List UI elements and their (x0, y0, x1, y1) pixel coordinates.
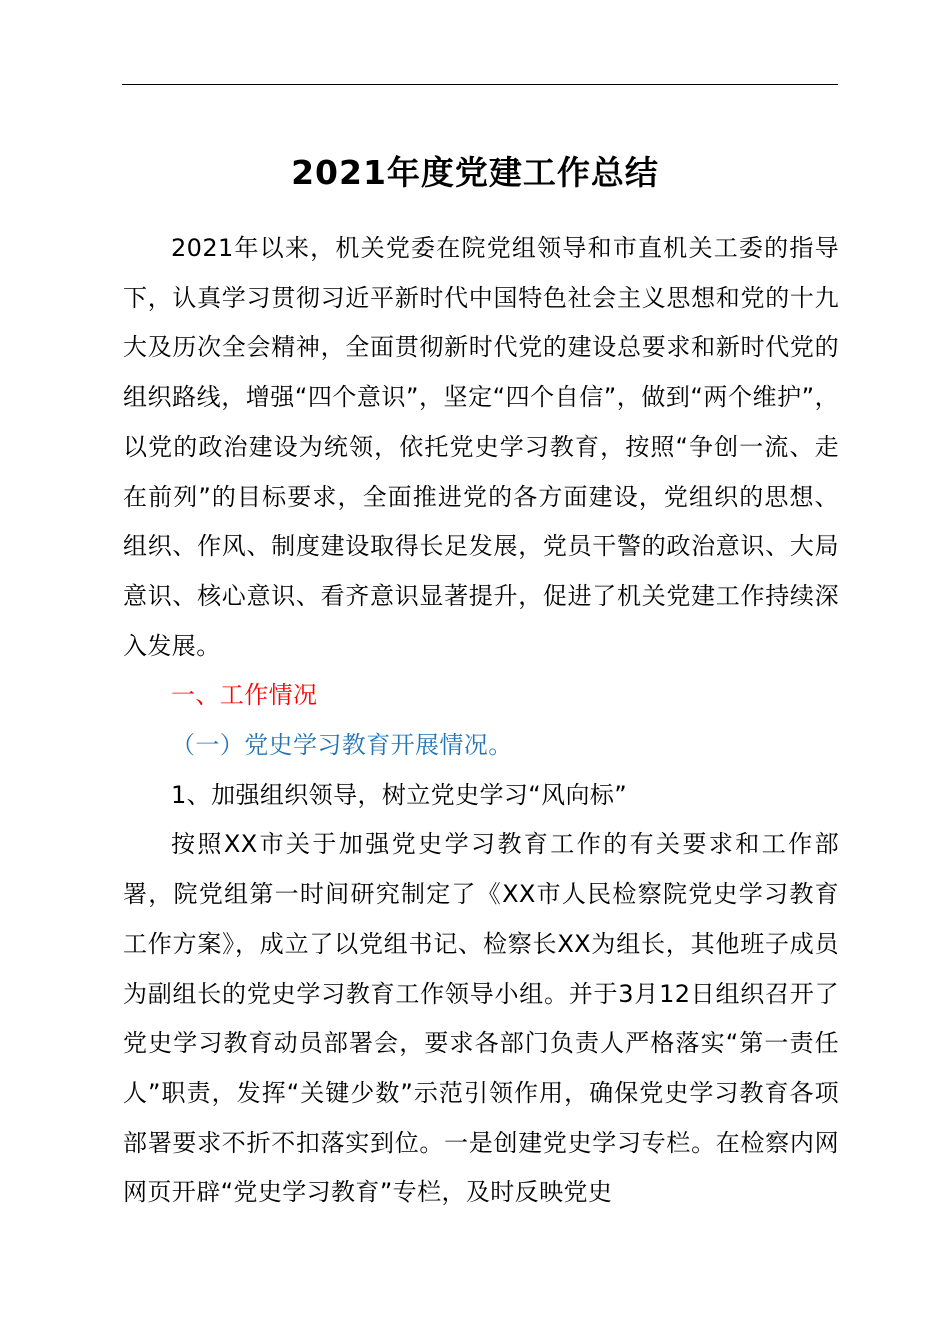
subsection-heading-party-history: （一）党史学习教育开展情况。 (171, 731, 513, 760)
section-heading-work-status: 一、工作情况 (171, 681, 318, 710)
item-heading-organization: 1、加强组织领导，树立党史学习“风向标” (171, 780, 628, 809)
document-body (123, 224, 839, 1218)
header-rule (122, 84, 838, 85)
intro-paragraph: 2021年以来，机关党委在院党组领导和市直机关工委的指导下，认真学习贯彻习近平新时代中国特色社会主义思想和党的十九大及历次全会精神，全面贯彻新时代党的建设总要求和新时代党的组织路线，增强“四个意识”，坚定“四个自信”，做到“两个维护”，以党的政治建设为统领，依托党史学习教育，按照“争创一流、走在前列”的目标要求，全面推进党的各方面建设，党组织的思想、组织、作风、制度建设取得长足发展，党员干警的政治意识、大局意识、核心意识、看齐意识显著提升，促进了机关党建工作持续深入发展。 (123, 234, 840, 660)
document-title: 2021年度党建工作总结 (291, 153, 659, 192)
body-paragraph-deployment: 按照XX市关于加强党史学习教育工作的有关要求和工作部署，院党组第一时间研究制定了《XX市人民检察院党史学习教育工作方案》，成立了以党组书记、检察长XX为组长，其他班子成员为副组长的党史学习教育工作领导小组。并于3月12日组织召开了党史学习教育动员部署会，要求各部门负责人严格落实“第一责任人”职责，发挥“关键少数”示范引领作用，确保党史学习教育各项部署要求不折不扣落实到位。一是创建党史学习专栏。在检察内网网页开辟“党史学习教育”专栏，及时反映党史 (123, 830, 839, 1207)
